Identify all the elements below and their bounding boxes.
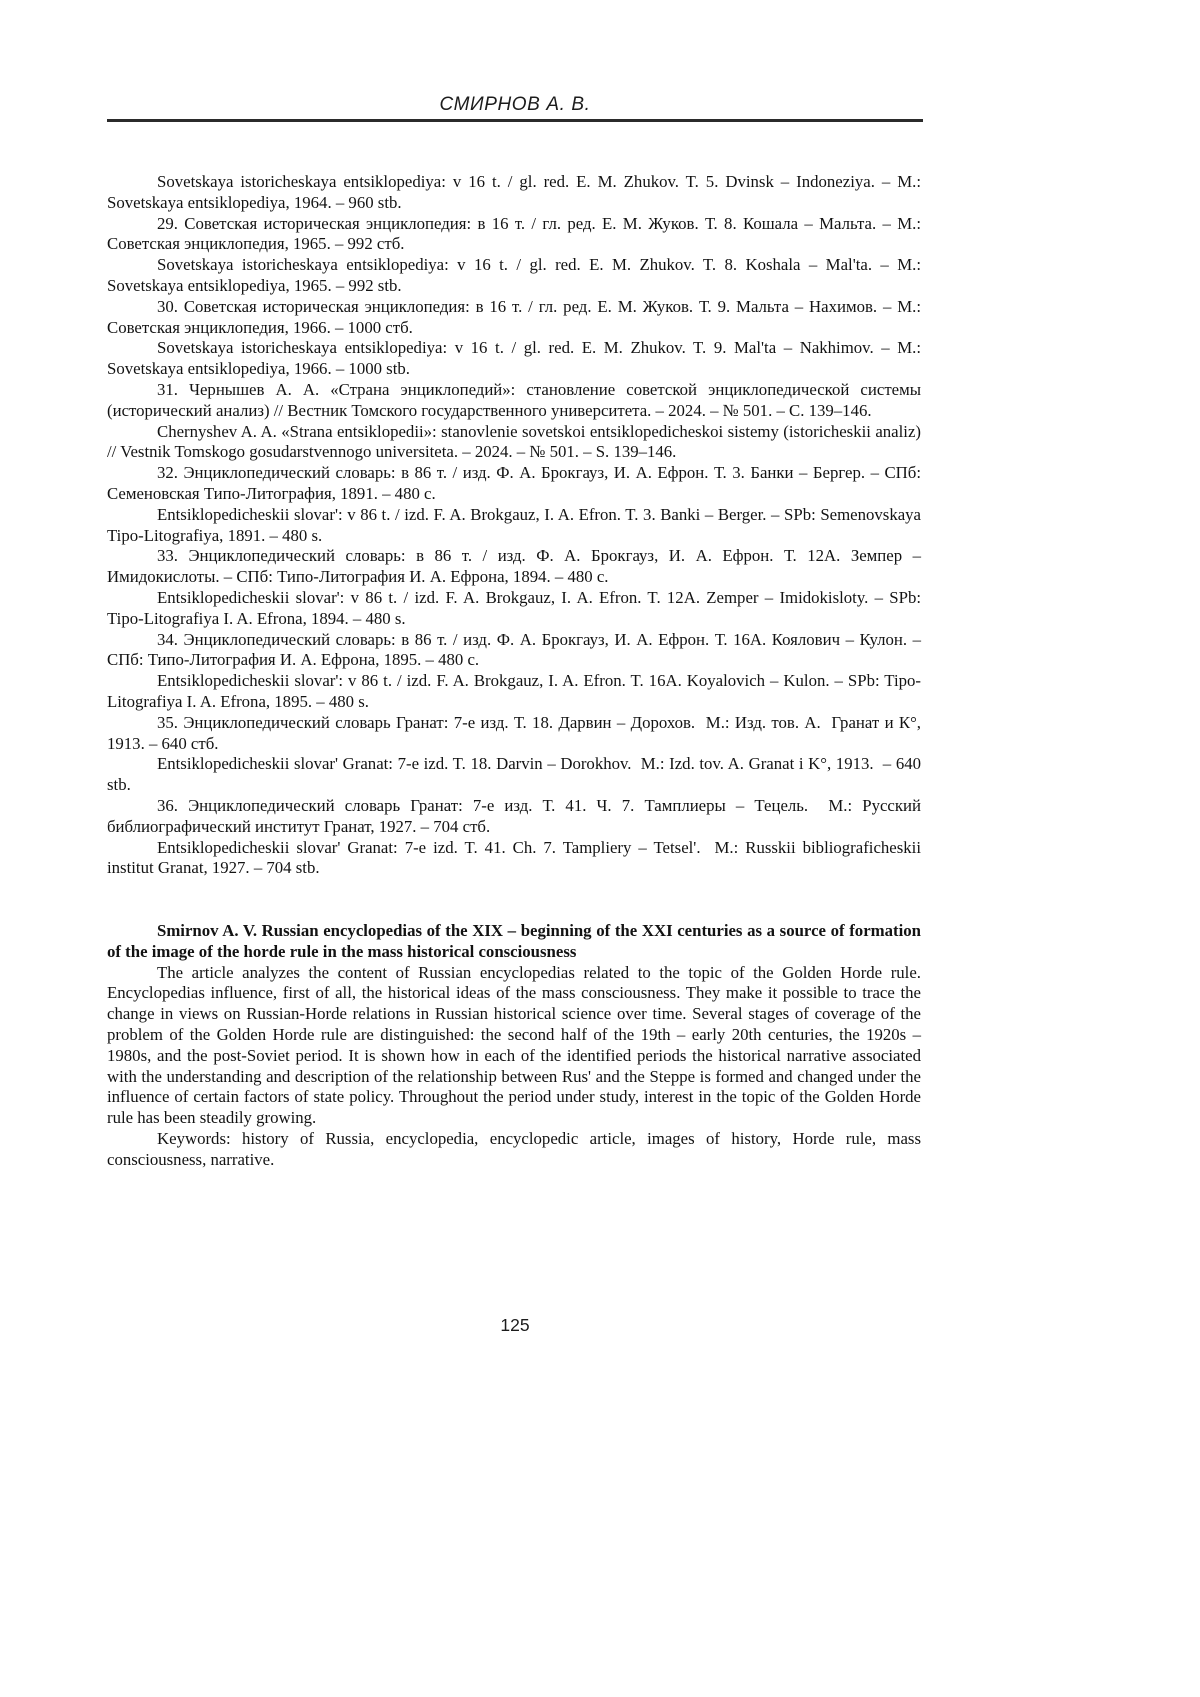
reference-entry: 32. Энциклопедический словарь: в 86 т. / изд. Ф. А. Брокгауз, И. А. Ефрон. Т. 3. Банки – Бергер. – СПб: Семеновская Типо-Литография, 1891. – 480 с. [107, 463, 921, 503]
reference-entry: Chernyshev A. A. «Strana entsiklopedii»: stanovlenie sovetskoi entsiklopedicheskoi sistemy (istoricheskii analiz) // Vestnik Tomskogo gosudarstvennogo universiteta. – 2024. – № 501. – S. 139–146. [107, 421, 921, 462]
abstract-body: The article analyzes the content of Russian encyclopedias related to the topic of the Golden Horde rule. Encyclopedias influence, first of all, the historical ideas of the mass consciousness. They make it possible to trace the change in views on Russian-Horde relations in Russian historical science over time. Several stages of coverage of the problem of the Golden Horde rule are distinguished: the second half of the 19th – early 20th centuries, the 1920s – 1980s, and the post-Soviet period. It is shown how in each of the identified periods the historical narrative associated with the understanding and description of the relationship between Rus' and the Steppe is formed and changed under the influence of certain factors of state policy. Throughout the period under study, interest in the topic of the Golden Horde rule has been steadily growing. [107, 962, 921, 1128]
reference-entry: 35. Энциклопедический словарь Гранат: 7-е изд. Т. 18. Дарвин – Дорохов. М.: Изд. тов. А. Гранат и К°, 1913. – 640 стб. [107, 712, 921, 753]
reference-entry: Entsiklopedicheskii slovar': v 86 t. / izd. F. A. Brokgauz, I. A. Efron. T. 16A. Koyalovich – Kulon. – SPb: Tipo-Litografiya I. A. Efrona, 1895. – 480 s. [107, 671, 921, 711]
page-number: 125 [500, 1315, 530, 1335]
header-rule [107, 119, 923, 122]
reference-entry: 29. Советская историческая энциклопедия: в 16 т. / гл. ред. Е. М. Жуков. Т. 8. Кошала – Мальта. – М.: Советская энциклопедия, 1965. – 992 стб. [107, 213, 921, 254]
reference-entry: Sovetskaya istoricheskaya entsiklopediya: v 16 t. / gl. red. E. M. Zhukov. T. 8. Koshala – Mal'ta. – M.: Sovetskaya entsiklopediya, 1965. – 992 stb. [107, 255, 921, 295]
references-section [107, 172, 921, 879]
abstract-keywords: Keywords: history of Russia, encyclopedia, encyclopedic article, images of history, Horde rule, mass consciousness, narrative. [107, 1129, 921, 1169]
reference-entry: Sovetskaya istoricheskaya entsiklopediya: v 16 t. / gl. red. E. M. Zhukov. T. 9. Mal'ta – Nakhimov. – M.: Sovetskaya entsiklopediya, 1966. – 1000 stb. [107, 338, 921, 379]
reference-entry: Entsiklopedicheskii slovar': v 86 t. / izd. F. A. Brokgauz, I. A. Efron. T. 3. Banki – Berger. – SPb: Semenovskaya Tipo-Litografiya, 1891. – 480 s. [107, 504, 921, 545]
reference-entry: 33. Энциклопедический словарь: в 86 т. / изд. Ф. А. Брокгауз, И. А. Ефрон. Т. 12А. Земпер – Имидокислоты. – СПб: Типо-Литография И. А. Ефрона, 1894. – 480 с. [107, 546, 921, 587]
abstract-section [107, 921, 921, 1171]
reference-entry: 30. Советская историческая энциклопедия: в 16 т. / гл. ред. Е. М. Жуков. Т. 9. Мальта – Нахимов. – М.: Советская энциклопедия, 1966. – 1000 стб. [107, 296, 921, 337]
reference-entry: Sovetskaya istoricheskaya entsiklopediya: v 16 t. / gl. red. E. M. Zhukov. T. 5. Dvinsk – Indoneziya. – M.: Sovetskaya entsiklopediya, 1964. – 960 stb. [107, 172, 921, 212]
running-header-author: СМИРНОВ А. В. [439, 94, 591, 115]
abstract-heading: Smirnov A. V. Russian encyclopedias of the XIX – beginning of the XXI centuries as a source of formation of the image of the horde rule in the mass historical consciousness [107, 921, 921, 961]
page-body [107, 172, 921, 1171]
reference-entry: 34. Энциклопедический словарь: в 86 т. / изд. Ф. А. Брокгауз, И. А. Ефрон. Т. 16А. Коялович – Кулон. – СПб: Типо-Литография И. А. Ефрона, 1895. – 480 с. [107, 629, 921, 670]
reference-entry: Entsiklopedicheskii slovar': v 86 t. / izd. F. A. Brokgauz, I. A. Efron. T. 12A. Zemper – Imidokisloty. – SPb: Tipo-Litografiya I. A. Efrona, 1894. – 480 s. [107, 587, 921, 628]
document-page [107, 0, 923, 1697]
reference-entry: 36. Энциклопедический словарь Гранат: 7-е изд. Т. 41. Ч. 7. Тамплиеры – Тецель. М.: Русский библиографический институт Гранат, 1927. – 704 стб. [107, 795, 921, 836]
reference-entry: Entsiklopedicheskii slovar' Granat: 7-e izd. T. 41. Ch. 7. Tampliery – Tetsel'. M.: Russkii bibliograficheskii institut Granat, 1927. – 704 stb. [107, 837, 921, 878]
reference-entry: 31. Чернышев А. А. «Страна энциклопедий»: становление советской энциклопедической системы (исторический анализ) // Вестник Томского государственного университета. – 2024. – № 501. – С. 139–146. [107, 379, 921, 420]
reference-entry: Entsiklopedicheskii slovar' Granat: 7-e izd. T. 18. Darvin – Dorokhov. M.: Izd. tov. A. Granat i K°, 1913. – 640 stb. [107, 754, 921, 795]
